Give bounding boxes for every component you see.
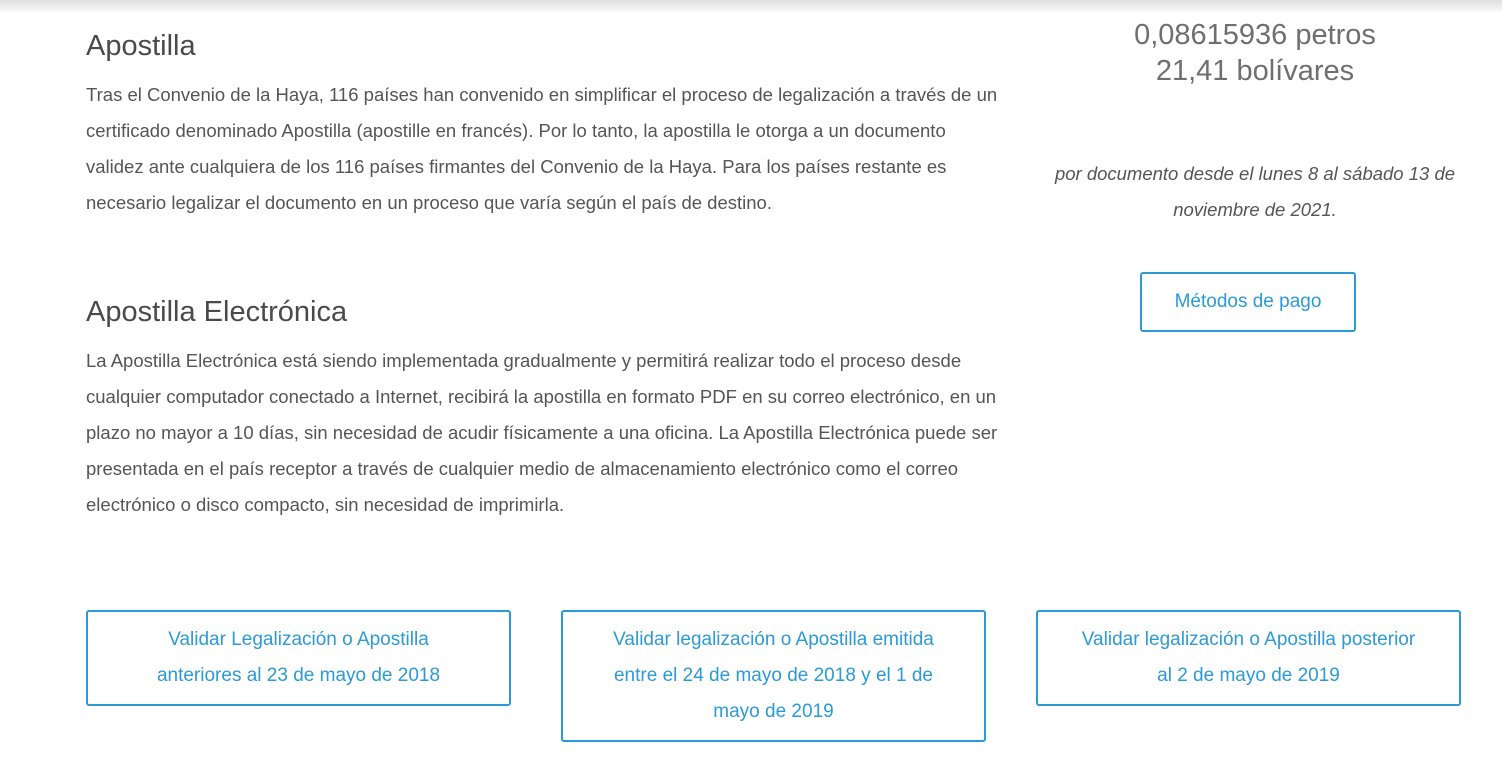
validate-after-2019-label: Validar legalización o Apostilla posterior al 2 de mayo de 2019 [1081,629,1416,686]
price-bolivares: 21,41 bolívares [1155,55,1355,87]
apostilla-electronica-heading: Apostilla Electrónica [86,296,348,328]
validate-2018-2019-label: Validar legalización o Apostilla emitida entre el 24 de mayo de 2018 y el 1 de mayo de 2019 [613,629,934,722]
validate-2018-2019-button[interactable] [561,610,986,742]
validate-after-2019-button[interactable] [1036,610,1461,706]
payment-methods-button[interactable] [1140,272,1356,332]
validate-before-2018-button[interactable] [86,610,511,706]
validate-before-2018-label: Validar Legalización o Apostilla anteriores al 23 de mayo de 2018 [156,629,441,686]
price-validity-note: por documento desde el lunes 8 al sábado 13 de noviembre de 2021. [1054,163,1456,220]
price-petros: 0,08615936 petros [1134,19,1376,51]
payment-methods-label: Métodos de pago [1174,291,1322,312]
apostilla-heading: Apostilla [86,30,196,62]
header-shadow [0,0,1502,14]
apostilla-electronica-description: La Apostilla Electrónica está siendo implementada gradualmente y permitirá realizar todo el proceso desde cualquier computador conectado a Internet, recibirá la apostilla en formato PDF en su correo electrónico, en un plazo no mayor a 10 días, sin necesidad de acudir físicamente a una oficina. La Apostilla Electrónica puede ser presentada en el país receptor a través de cualquier medio de almacenamiento electrónico como el correo electrónico o disco compacto, sin necesidad de imprimirla. [86,350,998,515]
apostilla-description: Tras el Convenio de la Haya, 116 países han convenido en simplificar el proceso de legalización a través de un certificado denominado Apostilla (apostille en francés). Por lo tanto, la apostilla le otorga a un documento validez ante cualquiera de los 116 países firmantes del Convenio de la Haya. Para los países restante es necesario legalizar el documento en un proceso que varía según el país de destino. [86,84,998,213]
